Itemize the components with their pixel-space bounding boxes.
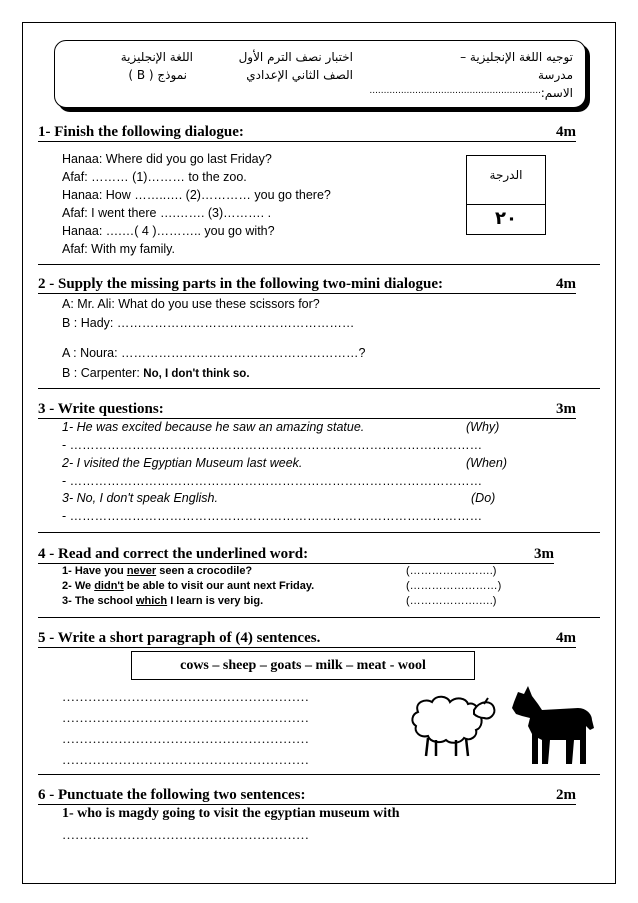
- q2-mark: 4m: [556, 276, 576, 292]
- q4-rule: [38, 563, 554, 564]
- section-divider: [38, 617, 600, 618]
- q4-mark: 3m: [534, 546, 554, 562]
- q5-heading: [38, 630, 576, 648]
- q1-line-5: Hanaa: ….…( 4 )……….. you go with?: [62, 224, 275, 238]
- q5-rule: [38, 647, 576, 648]
- goat-illustration: [508, 680, 598, 768]
- grade-value: ٢٠: [495, 208, 517, 229]
- section-divider: [38, 774, 600, 775]
- q1-heading: [38, 124, 576, 142]
- q1-rule: [38, 141, 576, 142]
- q1-line-6: Afaf: With my family.: [62, 242, 175, 256]
- word-bank: cows – sheep – goats – milk – meat - wool: [131, 651, 475, 680]
- q5-mark: 4m: [556, 630, 576, 646]
- q4-item-1: 1- Have you never seen a crocodile?: [62, 565, 253, 577]
- q3-item-1-cue: (Why): [466, 420, 500, 434]
- q3-item-2-cue: (When): [466, 456, 507, 470]
- q5-title: 5 - Write a short paragraph of (4) sentences.: [38, 630, 321, 646]
- grade-box: [466, 155, 546, 235]
- header-model: نموذج ( B ): [128, 68, 187, 82]
- q4-item-2-underlined: didn't: [94, 580, 124, 592]
- q2-line-1: A: Mr. Ali: What do you use these scissors for?: [62, 297, 320, 311]
- q2-line-4-answer: No, I don't think so.: [143, 368, 250, 380]
- q2-rule: [38, 293, 576, 294]
- q3-mark: 3m: [556, 401, 576, 417]
- q1-line-3: Hanaa: How ……..…. (2)………… you go there?: [62, 188, 331, 202]
- q2-line-4: [62, 366, 250, 380]
- q4-blank-3[interactable]: (……………….….): [406, 595, 497, 607]
- section-divider: [38, 532, 600, 533]
- q6-heading: [38, 787, 576, 805]
- grade-divider: [467, 204, 545, 205]
- header-grade-level: الصف الثاني الإعدادي: [246, 68, 353, 82]
- exam-header: [54, 40, 586, 108]
- q4-item-1-underlined: never: [126, 565, 157, 577]
- grade-label: الدرجة: [489, 168, 523, 182]
- q4-item-3: 3- The school which I learn is very big.: [62, 595, 264, 607]
- q2-line-3[interactable]: A : Noura: …………………………………………………?: [62, 346, 366, 360]
- section-divider: [38, 388, 600, 389]
- q6-title: 6 - Punctuate the following two sentences:: [38, 787, 306, 803]
- q5-writing-line-1[interactable]: …………………………………………………: [62, 689, 309, 704]
- q6-rule: [38, 804, 576, 805]
- q4-blank-2[interactable]: (……………………): [406, 580, 502, 592]
- q2-line-2[interactable]: B : Hady: …………………………………………………: [62, 316, 355, 330]
- header-exam-title: اختبار نصف الترم الأول: [238, 50, 353, 64]
- q3-rule: [38, 418, 576, 419]
- q6-item-1: 1- who is magdy going to visit the egyptian museum with: [62, 806, 400, 821]
- q2-line-4-speaker: B : Carpenter:: [62, 366, 144, 380]
- q1-line-4: Afaf: I went there ….……. (3)………. .: [62, 206, 272, 220]
- q3-item-1: 1- He was excited because he saw an amazing statue.: [62, 420, 365, 434]
- q1-title: 1- Finish the following dialogue:: [38, 124, 244, 140]
- q4-title: 4 - Read and correct the underlined word:: [38, 546, 309, 562]
- q3-item-2: 2- I visited the Egyptian Museum last week.: [62, 456, 303, 470]
- q2-heading: [38, 276, 576, 294]
- q4-item-3-underlined: which: [135, 595, 168, 607]
- q3-answer-line-1[interactable]: - ………………………………………………………………………………………: [62, 438, 483, 452]
- q5-writing-line-4[interactable]: …………………………………………………: [62, 752, 309, 767]
- q3-title: 3 - Write questions:: [38, 401, 164, 417]
- q4-item-2: 2- We didn't be able to visit our aunt next Friday.: [62, 580, 315, 592]
- sheep-illustration: [404, 690, 500, 760]
- q3-item-3-cue: (Do): [471, 491, 496, 505]
- header-name-label: الاسم:: [540, 86, 573, 100]
- header-subject: اللغة الإنجليزية: [120, 50, 193, 64]
- q3-item-3: 3- No, I don't speak English.: [62, 491, 218, 505]
- q1-line-2: Afaf: ……… (1)……… to the zoo.: [62, 170, 247, 184]
- header-department: توجيه اللغة الإنجليزية –: [460, 50, 573, 64]
- section-divider: [38, 264, 600, 265]
- q6-mark: 2m: [556, 787, 576, 803]
- q6-answer-line[interactable]: …………………………………………………: [62, 827, 309, 842]
- q2-title: 2 - Supply the missing parts in the following two-mini dialogue:: [38, 276, 444, 292]
- q3-answer-line-3[interactable]: - ………………………………………………………………………………………: [62, 509, 483, 523]
- q1-mark: 4m: [556, 124, 576, 140]
- header-school: مدرسة: [537, 68, 573, 82]
- q1-line-1: Hanaa: Where did you go last Friday?: [62, 152, 272, 166]
- q5-writing-line-3[interactable]: …………………………………………………: [62, 731, 309, 746]
- header-name-field[interactable]: ............................................................: [369, 86, 541, 96]
- q5-writing-line-2[interactable]: …………………………………………………: [62, 710, 309, 725]
- q4-blank-1[interactable]: (…………….…….): [406, 565, 497, 577]
- q3-answer-line-2[interactable]: - ………………………………………………………………………………………: [62, 474, 483, 488]
- q4-heading: [38, 546, 554, 564]
- q3-heading: [38, 401, 576, 419]
